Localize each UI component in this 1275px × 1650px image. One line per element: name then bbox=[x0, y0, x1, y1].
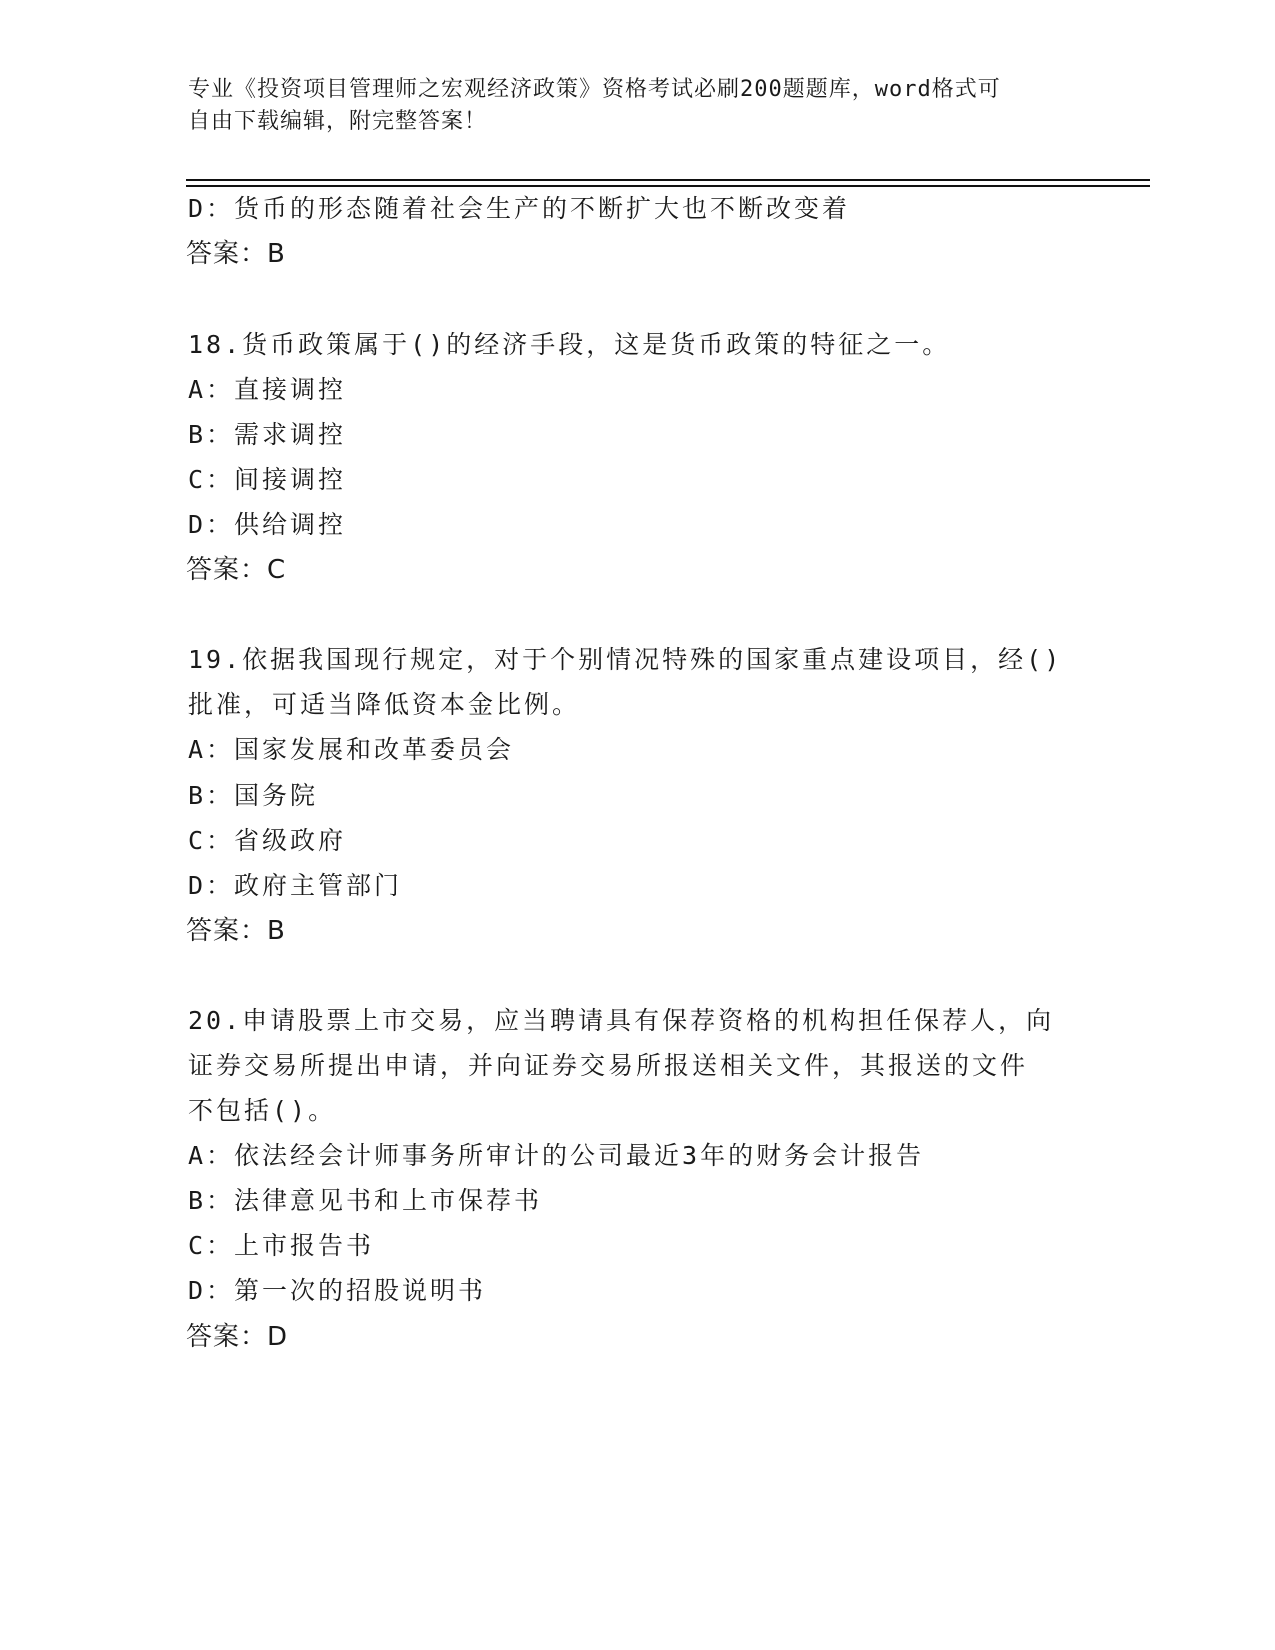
q20-option-c: C：上市报告书 bbox=[188, 1231, 375, 1260]
q19-option-b: B：国务院 bbox=[188, 781, 319, 810]
q18-option-a: A：直接调控 bbox=[188, 375, 347, 404]
q20-question-line-3: 不包括()。 bbox=[188, 1096, 337, 1125]
q18-option-b: B：需求调控 bbox=[188, 420, 347, 449]
q18-question: 18.货币政策属于()的经济手段，这是货币政策的特征之一。 bbox=[188, 330, 951, 359]
q20-option-a: A：依法经会计师事务所审计的公司最近3年的财务会计报告 bbox=[188, 1141, 925, 1170]
q19-option-c: C：省级政府 bbox=[188, 826, 347, 855]
q20-option-b: B：法律意见书和上市保荐书 bbox=[188, 1186, 543, 1215]
q19-question-line-2: 批准，可适当降低资本金比例。 bbox=[188, 690, 581, 719]
q18-option-c: C：间接调控 bbox=[188, 465, 347, 494]
header-divider-bottom bbox=[186, 185, 1150, 187]
q19-question-line-1: 19.依据我国现行规定，对于个别情况特殊的国家重点建设项目，经() bbox=[188, 645, 1063, 674]
q20-answer: 答案：D bbox=[186, 1322, 289, 1352]
header-divider-top bbox=[186, 179, 1150, 181]
q19-option-a: A：国家发展和改革委员会 bbox=[188, 735, 515, 764]
q17-option-d: D：货币的形态随着社会生产的不断扩大也不断改变着 bbox=[188, 194, 851, 223]
q20-question-line-1: 20.申请股票上市交易，应当聘请具有保荐资格的机构担任保荐人，向 bbox=[188, 1006, 1055, 1035]
q18-option-d: D：供给调控 bbox=[188, 510, 347, 539]
header-line-1: 专业《投资项目管理师之宏观经济政策》资格考试必刷200题题库，word格式可 bbox=[188, 77, 1001, 102]
q17-answer: 答案：B bbox=[186, 239, 286, 269]
document-header bbox=[188, 74, 1088, 138]
q20-question-line-2: 证券交易所提出申请，并向证券交易所报送相关文件，其报送的文件 bbox=[188, 1051, 1029, 1080]
q19-option-d: D：政府主管部门 bbox=[188, 871, 403, 900]
q18-answer: 答案：C bbox=[186, 555, 287, 585]
header-line-2: 自由下载编辑，附完整答案！ bbox=[188, 109, 488, 134]
q19-answer: 答案：B bbox=[186, 916, 286, 946]
q20-option-d: D：第一次的招股说明书 bbox=[188, 1276, 487, 1305]
